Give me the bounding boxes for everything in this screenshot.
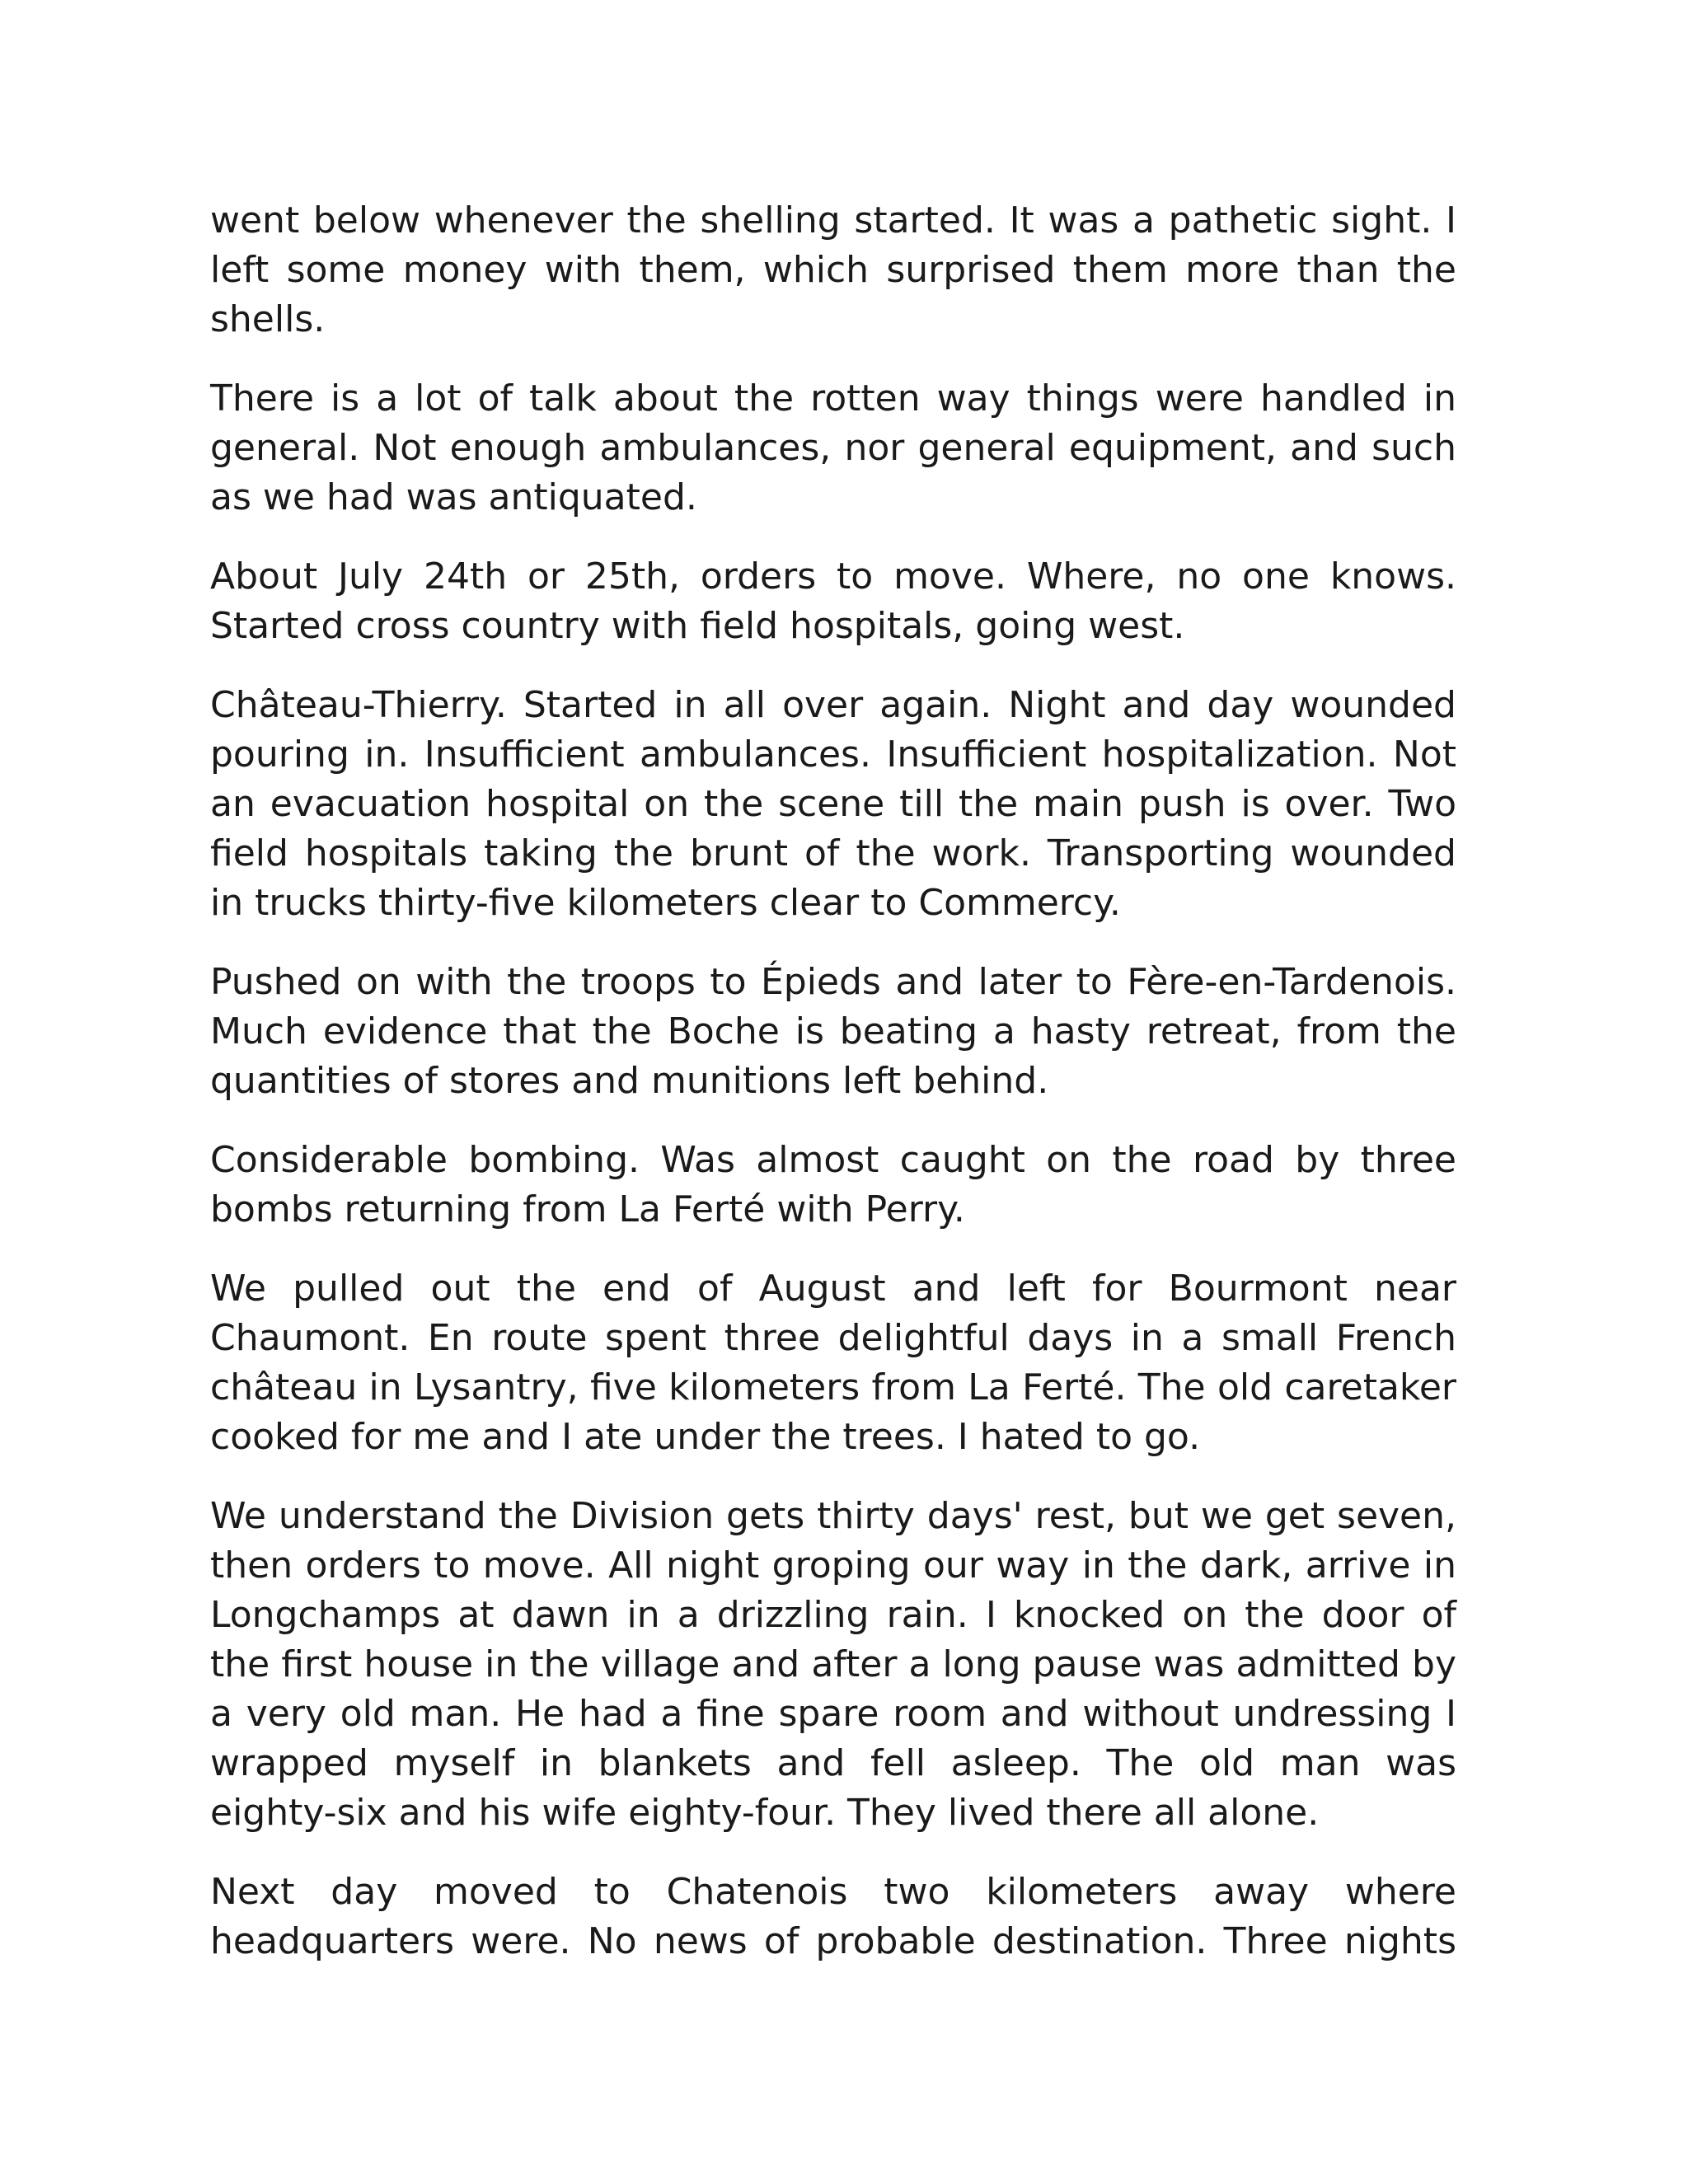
paragraph-shelling: went below whenever the shelling started. It was a pathetic sight. I left some money with them, which surprised them more than the shells. xyxy=(210,199,1456,340)
document-page xyxy=(210,196,1456,1966)
paragraph-orders-to-move: About July 24th or 25th, orders to move. Where, no one knows. Started cross country with field hospitals, going west. xyxy=(210,555,1456,647)
paragraph-chateau-thierry: Château-Thierry. Started in all over again. Night and day wounded pouring in. Insufficient ambulances. Insufficient hospitalization. Not an evacuation hospital on the scene till the main push is over. Two field hospitals taking the brunt of the work. Transporting wounded in trucks thirty-five kilometers clear to Commercy. xyxy=(210,684,1456,924)
paragraph-longchamps: We understand the Division gets thirty days' rest, but we get seven, then orders to move. All night groping our way in the dark, arrive in Longchamps at dawn in a drizzling rain. I knocked on the door of the first house in the village and after a long pause was admitted by a very old man. He had a fine spare room and without undressing I wrapped myself in blankets and fell asleep. The old man was eighty-six and his wife eighty-four. They lived there all alone. xyxy=(210,1495,1456,1834)
paragraph-bourmont: We pulled out the end of August and left for Bourmont near Chaumont. En route spent three delightful days in a small French château in Lysantry, five kilometers from La Ferté. The old caretaker cooked for me and I ate under the trees. I hated to go. xyxy=(210,1268,1456,1458)
paragraph-chatenois: Next day moved to Chatenois two kilometers away where headquarters were. No news of probable destination. Three nights xyxy=(210,1871,1456,1962)
paragraph-rotten-handling: There is a lot of talk about the rotten way things were handled in general. Not enough ambulances, nor general equipment, and such as we had was antiquated. xyxy=(210,377,1456,518)
paragraph-bombing: Considerable bombing. Was almost caught on the road by three bombs returning from La Ferté with Perry. xyxy=(210,1139,1456,1230)
paragraph-epieds: Pushed on with the troops to Épieds and later to Fère-en-Tardenois. Much evidence that the Boche is beating a hasty retreat, from the quantities of stores and munitions left behind. xyxy=(210,961,1456,1102)
